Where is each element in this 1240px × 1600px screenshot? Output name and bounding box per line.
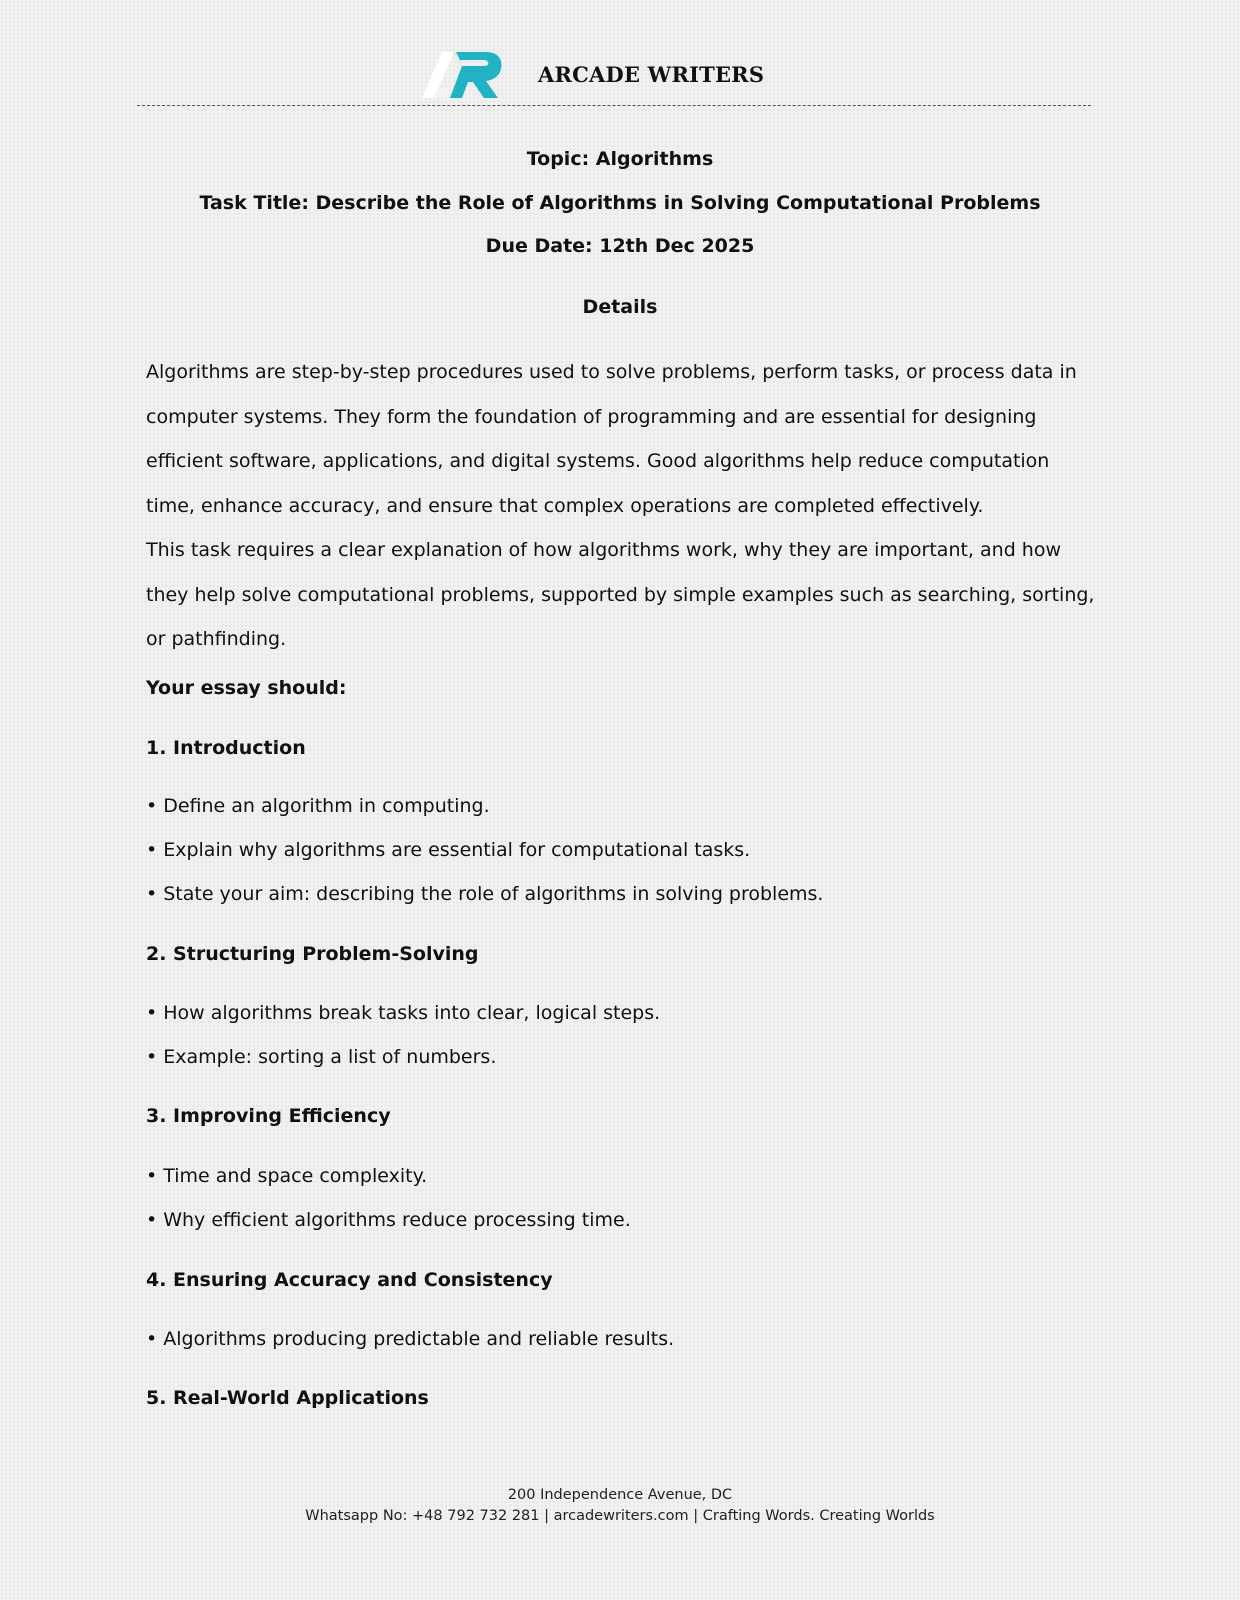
- intro-paragraph-1: Algorithms are step-by-step procedures used to solve problems, perform tasks, or process data in computer systems. They form the foundation of programming and are essential for designing efficient software, applications, and digital systems. Good algorithms help reduce computation time, enhance accuracy, and ensure that complex operations are completed effectively.: [146, 361, 1077, 517]
- list-item-text: Why efficient algorithms reduce processing time.: [163, 1209, 631, 1231]
- task-title: Task Title: Describe the Role of Algorithms in Solving Computational Problems: [199, 192, 1041, 214]
- bullet-glyph: •: [146, 1046, 158, 1068]
- section-heading-accuracy: 4. Ensuring Accuracy and Consistency: [146, 1269, 553, 1291]
- letterhead: [0, 40, 1240, 100]
- due-date: Due Date: 12th Dec 2025: [485, 235, 755, 257]
- list-item: [146, 1209, 631, 1231]
- footer-address: 200 Independence Avenue, DC: [507, 1487, 733, 1503]
- ar-logo-icon: [420, 44, 510, 100]
- list-item-text: State your aim: describing the role of algorithms in solving problems.: [163, 883, 824, 905]
- brand-name: ARCADE WRITERS: [538, 62, 765, 87]
- bullet-glyph: •: [146, 1328, 158, 1350]
- section-heading-efficiency: 3. Improving Efficiency: [146, 1105, 391, 1127]
- list-item: [146, 1165, 427, 1187]
- details-heading: Details: [582, 296, 658, 318]
- list-item: [146, 839, 750, 861]
- essay-lead: Your essay should:: [146, 677, 347, 699]
- intro-text: [146, 350, 1096, 662]
- list-item: [146, 1046, 496, 1068]
- footer-contact: Whatsapp No: +48 792 732 281 | arcadewriters.com | Crafting Words. Creating Worlds: [305, 1508, 935, 1524]
- section-heading-structuring: 2. Structuring Problem-Solving: [146, 943, 479, 965]
- list-item-text: Explain why algorithms are essential for computational tasks.: [163, 839, 751, 861]
- topic-line: Topic: Algorithms: [526, 148, 714, 170]
- list-item-text: Algorithms producing predictable and reliable results.: [163, 1328, 675, 1350]
- list-item: [146, 795, 490, 817]
- list-item-text: Example: sorting a list of numbers.: [163, 1046, 497, 1068]
- header-divider: [137, 105, 1091, 106]
- list-item-text: How algorithms break tasks into clear, logical steps.: [163, 1002, 661, 1024]
- list-item: [146, 1002, 660, 1024]
- section-heading-introduction: 1. Introduction: [146, 737, 306, 759]
- bullet-glyph: •: [146, 883, 158, 905]
- intro-paragraph-2: This task requires a clear explanation of how algorithms work, why they are important, and how they help solve computational problems, supported by simple examples such as searching, sorting, or pathfinding.: [146, 539, 1095, 650]
- list-item-text: Time and space complexity.: [163, 1165, 428, 1187]
- section-heading-applications: 5. Real-World Applications: [146, 1387, 429, 1409]
- bullet-glyph: •: [146, 1209, 158, 1231]
- list-item: [146, 1328, 674, 1350]
- list-item-text: Define an algorithm in computing.: [163, 795, 490, 817]
- bullet-glyph: •: [146, 1165, 158, 1187]
- bullet-glyph: •: [146, 839, 158, 861]
- bullet-glyph: •: [146, 795, 158, 817]
- bullet-glyph: •: [146, 1002, 158, 1024]
- list-item: [146, 883, 823, 905]
